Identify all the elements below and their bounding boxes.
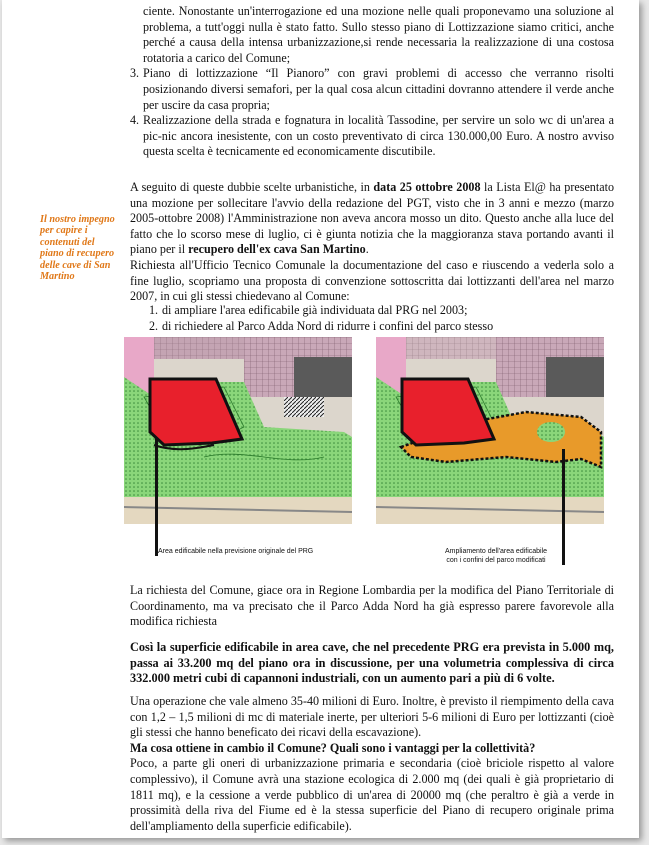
caption-right-line: Ampliamento dell'area edificabile <box>444 548 548 555</box>
text-run: Così <box>130 640 157 654</box>
list-text: di richiedere al Parco Adda Nord di ridurre i confini del parco stesso <box>162 318 494 333</box>
paragraph-richiesta: Richiesta all'Ufficio Tecnico Comunale la documentazione del caso e riuscendo a vederla solo a fine luglio, scopriamo una proposta di convenzione sottoscritta dai lottizzanti dell'area nel marzo 2007, in cui gli stessi chiedevano al Comune: <box>130 257 614 304</box>
list-number: 1. <box>149 303 159 317</box>
paragraph-superficie <box>130 640 614 687</box>
document-page <box>2 0 639 838</box>
list-number: 2. <box>149 318 159 333</box>
list-text: di ampliare l'area edificabile già individuata dal PRG nel 2003; <box>162 303 468 317</box>
list-text: Piano di lottizzazione “Il Pianoro” con gravi problemi di accesso che verranno risolti posizionando diversi semafori, per la qual cosa alcun cittadini dovranno attendere il verde anche per uscire da casa propria; <box>143 66 614 112</box>
list-number: 4. <box>130 113 140 128</box>
list-item-3 <box>130 66 614 113</box>
text-run: la Lista El@ ha presentato una mozione per sollecitare l'avvio della redazione del PGT, visto che in 3 anni e mezzo (marzo 2005-ottobre 2008) l'Amministrazione non aveva ancora mosso un dito. Questo anche alla luce del fatto che lo scorso mese di luglio, ci è giunta notizia che la maggioranza stava portando avanti il piano per il <box>130 180 614 257</box>
paragraph-operazione <box>130 694 614 834</box>
pointer-line-left <box>155 438 158 556</box>
map-original-prg <box>124 337 352 524</box>
list-text: Realizzazione della strada e fognatura in località Tassodine, per servire un solo wc di un'area a pic-nic ancora inesistente, con un costo preventivato di circa 130.000,00 Euro. A nostro avviso questa scelta è tecnicamente ed economicamente discutibile. <box>143 113 614 159</box>
list-continued <box>130 4 614 160</box>
list-number: 3. <box>130 66 140 81</box>
requests-list <box>149 303 609 334</box>
list-item-4 <box>130 113 614 160</box>
request-item-2 <box>149 319 609 335</box>
text-run: la superficie edificabile in area cave, che nel precedente PRG era prevista in 5.000 mq, passa ai 33.200 mq del piano ora in discussione, per una volumetria complessiva di circa 332.000 metri cubi di capannoni industriali, con un aumento pari a più di 6 volte. <box>130 640 614 686</box>
text-run: A seguito di queste dubbie scelte urbanistiche, in <box>130 180 374 194</box>
caption-left: Area edificabile nella previsione originale del PRG <box>158 548 314 555</box>
cava-highlight: recupero dell'ex cava San Martino <box>188 242 366 257</box>
pointer-line-right <box>562 449 565 565</box>
date-highlight: data 25 ottobre 2008 <box>373 180 481 194</box>
side-note: Il nostro impegno per capire i contenuti del piano di recupero delle cave di San Martino <box>40 214 115 283</box>
text-run: Poco, a parte gli oneri di urbanizzazione primaria e secondaria (cioè briciole rispetto al valore complessivo), il Comune avrà una stazione ecologica di 2.000 mq (dei quali è già proprietario di 1811 mq), e la cessione a verde pubblico di un'area di 20000 mq (che peraltro è già a verde in prossimità della riva del Fiume ed è la stessa superficie del Piano di recupero originale prima dell'ampliamento della superficie edificabile). <box>130 756 614 833</box>
caption-right <box>432 548 560 565</box>
map-expanded-area <box>376 337 604 524</box>
text-run: Una operazione che vale almeno 35-40 milioni di Euro. Inoltre, è previsto il riempimento della cava con 1,2 – 1,5 milioni di mc di materiale inerte, per ulteriori 5-6 milioni di Euro per lottizzanti (cioè gli stessi che hanno beneficato dei ricavi della escavazione). <box>130 694 614 740</box>
caption-right-line: con i confini del parco modificati <box>446 556 546 564</box>
question-heading: Ma cosa ottiene in cambio il Comune? Quali sono i vantaggi per la collettività? <box>130 740 536 755</box>
text-run: . <box>365 242 369 257</box>
paragraph-regione: La richiesta del Comune, giace ora in Regione Lombardia per la modifica del Piano Territoriale di Coordinamento, ma va precisato che il Parco Adda Nord ha già espresso parere favorevole alla modifica richiesta <box>130 583 614 629</box>
list-item-continuation: ciente. Nonostante un'interrogazione ed una mozione nelle quali proponevamo una soluzione al problema, a tutt'oggi nulla è stato fatto. Sullo stesso piano di Lottizzazione siamo critici, anche perché a causa della intensa urbanizzazione,si rende necessaria la realizzazione di una costosa rotatoria a carico del Comune; <box>143 4 614 65</box>
paragraph-mozione <box>130 180 614 305</box>
request-item-1 <box>149 303 609 319</box>
